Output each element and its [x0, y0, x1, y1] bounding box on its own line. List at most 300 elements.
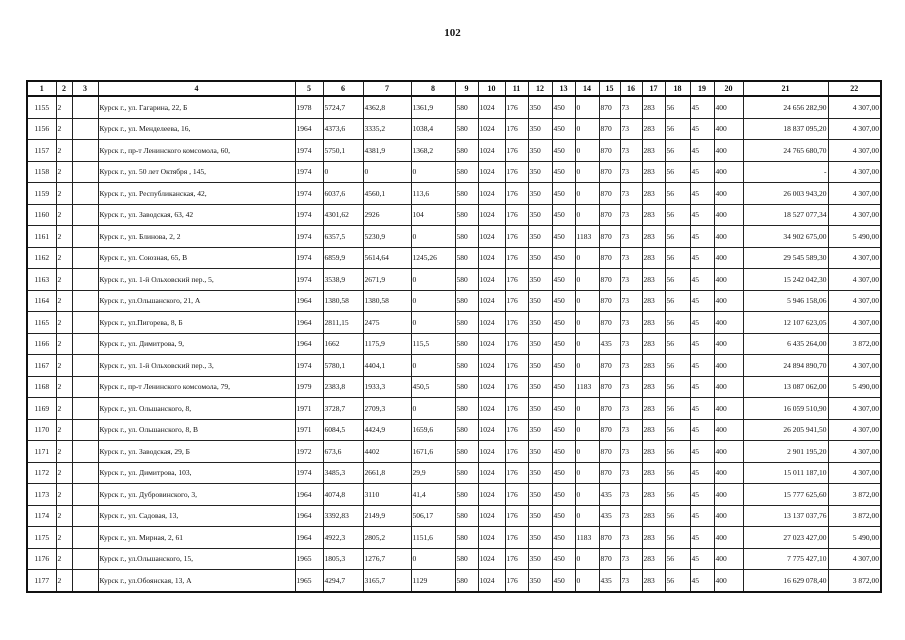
cell-col-17: 283 [642, 333, 665, 355]
table-row [27, 226, 881, 248]
cell-col-22: 3 872,00 [828, 505, 881, 527]
table-row [27, 183, 881, 205]
cell-col-7: 2475 [363, 312, 411, 334]
cell-col-11: 176 [505, 355, 528, 377]
cell-col-1: 1173 [27, 484, 56, 506]
cell-col-7: 1933,3 [363, 376, 411, 398]
cell-col-10: 1024 [478, 312, 505, 334]
cell-col-1: 1161 [27, 226, 56, 248]
cell-col-15: 870 [599, 441, 620, 463]
cell-col-21: 6 435 264,00 [743, 333, 828, 355]
cell-col-7: 3110 [363, 484, 411, 506]
cell-col-17: 283 [642, 419, 665, 441]
cell-col-4: Курск г., ул. Менделеева, 16, [98, 118, 295, 140]
cell-col-12: 350 [528, 570, 552, 592]
housing-register-table [26, 80, 882, 593]
cell-col-20: 400 [714, 462, 743, 484]
cell-col-17: 283 [642, 161, 665, 183]
cell-col-13: 450 [552, 484, 575, 506]
cell-col-16: 73 [620, 441, 642, 463]
cell-col-20: 400 [714, 505, 743, 527]
cell-col-17: 283 [642, 247, 665, 269]
cell-col-11: 176 [505, 484, 528, 506]
table-row [27, 118, 881, 140]
cell-col-14: 0 [575, 96, 599, 118]
cell-col-5: 1965 [295, 570, 323, 592]
cell-col-8: 104 [411, 204, 455, 226]
table-row [27, 548, 881, 570]
cell-col-4: Курск г., ул. Заводская, 63, 42 [98, 204, 295, 226]
cell-col-6: 1805,3 [323, 548, 363, 570]
cell-col-13: 450 [552, 312, 575, 334]
cell-col-6: 6859,9 [323, 247, 363, 269]
cell-col-22: 3 872,00 [828, 570, 881, 592]
cell-col-22: 4 307,00 [828, 548, 881, 570]
cell-col-8: 0 [411, 290, 455, 312]
cell-col-19: 45 [690, 462, 714, 484]
cell-col-19: 45 [690, 527, 714, 549]
cell-col-3 [72, 161, 98, 183]
cell-col-22: 5 490,00 [828, 376, 881, 398]
cell-col-16: 73 [620, 269, 642, 291]
cell-col-17: 283 [642, 96, 665, 118]
cell-col-17: 283 [642, 441, 665, 463]
cell-col-21: 16 059 510,90 [743, 398, 828, 420]
cell-col-8: 1245,26 [411, 247, 455, 269]
cell-col-4: Курск г., ул. Ольшанского, 8, [98, 398, 295, 420]
cell-col-22: 4 307,00 [828, 183, 881, 205]
cell-col-9: 580 [455, 548, 478, 570]
cell-col-2: 2 [56, 269, 72, 291]
table-row [27, 376, 881, 398]
cell-col-19: 45 [690, 269, 714, 291]
cell-col-18: 56 [665, 183, 690, 205]
cell-col-17: 283 [642, 140, 665, 162]
cell-col-4: Курск г., пр-т Ленинского комсомола, 60, [98, 140, 295, 162]
cell-col-7: 4424,9 [363, 419, 411, 441]
cell-col-13: 450 [552, 96, 575, 118]
cell-col-14: 0 [575, 398, 599, 420]
cell-col-22: 3 872,00 [828, 333, 881, 355]
cell-col-5: 1974 [295, 226, 323, 248]
column-header-16: 16 [620, 81, 642, 96]
cell-col-14: 1183 [575, 226, 599, 248]
cell-col-1: 1177 [27, 570, 56, 592]
cell-col-15: 435 [599, 484, 620, 506]
cell-col-19: 45 [690, 505, 714, 527]
cell-col-15: 870 [599, 269, 620, 291]
cell-col-6: 2811,15 [323, 312, 363, 334]
cell-col-2: 2 [56, 333, 72, 355]
cell-col-18: 56 [665, 398, 690, 420]
cell-col-15: 870 [599, 161, 620, 183]
cell-col-8: 113,6 [411, 183, 455, 205]
cell-col-12: 350 [528, 290, 552, 312]
cell-col-18: 56 [665, 419, 690, 441]
cell-col-19: 45 [690, 161, 714, 183]
cell-col-5: 1964 [295, 484, 323, 506]
cell-col-1: 1158 [27, 161, 56, 183]
cell-col-1: 1171 [27, 441, 56, 463]
cell-col-11: 176 [505, 333, 528, 355]
cell-col-7: 5614,64 [363, 247, 411, 269]
cell-col-15: 870 [599, 398, 620, 420]
cell-col-15: 870 [599, 376, 620, 398]
cell-col-5: 1964 [295, 312, 323, 334]
cell-col-2: 2 [56, 419, 72, 441]
cell-col-16: 73 [620, 570, 642, 592]
cell-col-15: 870 [599, 226, 620, 248]
cell-col-15: 870 [599, 204, 620, 226]
cell-col-19: 45 [690, 312, 714, 334]
cell-col-11: 176 [505, 204, 528, 226]
cell-col-10: 1024 [478, 505, 505, 527]
cell-col-3 [72, 118, 98, 140]
cell-col-8: 0 [411, 161, 455, 183]
cell-col-16: 73 [620, 333, 642, 355]
cell-col-7: 5230,9 [363, 226, 411, 248]
cell-col-1: 1176 [27, 548, 56, 570]
cell-col-5: 1971 [295, 398, 323, 420]
cell-col-22: 4 307,00 [828, 419, 881, 441]
cell-col-16: 73 [620, 376, 642, 398]
cell-col-6: 4301,62 [323, 204, 363, 226]
cell-col-10: 1024 [478, 269, 505, 291]
cell-col-12: 350 [528, 462, 552, 484]
cell-col-9: 580 [455, 484, 478, 506]
cell-col-10: 1024 [478, 204, 505, 226]
cell-col-4: Курск г., ул. Димитрова, 103, [98, 462, 295, 484]
cell-col-16: 73 [620, 527, 642, 549]
cell-col-8: 1368,2 [411, 140, 455, 162]
cell-col-22: 4 307,00 [828, 312, 881, 334]
cell-col-13: 450 [552, 570, 575, 592]
cell-col-8: 0 [411, 548, 455, 570]
cell-col-12: 350 [528, 527, 552, 549]
cell-col-12: 350 [528, 333, 552, 355]
cell-col-14: 0 [575, 505, 599, 527]
cell-col-10: 1024 [478, 290, 505, 312]
cell-col-14: 0 [575, 140, 599, 162]
cell-col-12: 350 [528, 376, 552, 398]
cell-col-16: 73 [620, 290, 642, 312]
cell-col-5: 1974 [295, 204, 323, 226]
cell-col-5: 1964 [295, 527, 323, 549]
cell-col-9: 580 [455, 527, 478, 549]
cell-col-21: 7 775 427,10 [743, 548, 828, 570]
cell-col-5: 1974 [295, 355, 323, 377]
cell-col-2: 2 [56, 290, 72, 312]
cell-col-6: 3728,7 [323, 398, 363, 420]
cell-col-14: 0 [575, 183, 599, 205]
cell-col-10: 1024 [478, 161, 505, 183]
cell-col-20: 400 [714, 161, 743, 183]
cell-col-11: 176 [505, 376, 528, 398]
cell-col-10: 1024 [478, 355, 505, 377]
cell-col-22: 5 490,00 [828, 527, 881, 549]
table-row [27, 484, 881, 506]
cell-col-7: 4381,9 [363, 140, 411, 162]
cell-col-1: 1167 [27, 355, 56, 377]
cell-col-11: 176 [505, 312, 528, 334]
cell-col-3 [72, 140, 98, 162]
cell-col-11: 176 [505, 183, 528, 205]
cell-col-6: 5780,1 [323, 355, 363, 377]
cell-col-16: 73 [620, 96, 642, 118]
cell-col-16: 73 [620, 161, 642, 183]
column-header-18: 18 [665, 81, 690, 96]
cell-col-6: 3538,9 [323, 269, 363, 291]
cell-col-18: 56 [665, 355, 690, 377]
cell-col-6: 0 [323, 161, 363, 183]
table-row [27, 140, 881, 162]
table-row [27, 161, 881, 183]
cell-col-13: 450 [552, 441, 575, 463]
cell-col-13: 450 [552, 140, 575, 162]
cell-col-2: 2 [56, 247, 72, 269]
cell-col-2: 2 [56, 462, 72, 484]
cell-col-3 [72, 226, 98, 248]
cell-col-18: 56 [665, 226, 690, 248]
cell-col-3 [72, 355, 98, 377]
cell-col-6: 1662 [323, 333, 363, 355]
cell-col-16: 73 [620, 398, 642, 420]
cell-col-9: 580 [455, 269, 478, 291]
column-header-14: 14 [575, 81, 599, 96]
cell-col-8: 450,5 [411, 376, 455, 398]
cell-col-18: 56 [665, 140, 690, 162]
cell-col-11: 176 [505, 398, 528, 420]
cell-col-16: 73 [620, 419, 642, 441]
cell-col-13: 450 [552, 376, 575, 398]
cell-col-9: 580 [455, 226, 478, 248]
cell-col-12: 350 [528, 269, 552, 291]
cell-col-6: 6037,6 [323, 183, 363, 205]
table-row [27, 527, 881, 549]
cell-col-9: 580 [455, 333, 478, 355]
cell-col-9: 580 [455, 204, 478, 226]
cell-col-20: 400 [714, 183, 743, 205]
cell-col-22: 4 307,00 [828, 247, 881, 269]
cell-col-12: 350 [528, 441, 552, 463]
table-row [27, 570, 881, 592]
table-row [27, 419, 881, 441]
cell-col-15: 870 [599, 118, 620, 140]
cell-col-12: 350 [528, 140, 552, 162]
cell-col-9: 580 [455, 118, 478, 140]
cell-col-12: 350 [528, 118, 552, 140]
cell-col-16: 73 [620, 226, 642, 248]
cell-col-18: 56 [665, 118, 690, 140]
cell-col-20: 400 [714, 312, 743, 334]
cell-col-1: 1156 [27, 118, 56, 140]
cell-col-11: 176 [505, 548, 528, 570]
cell-col-12: 350 [528, 484, 552, 506]
cell-col-10: 1024 [478, 333, 505, 355]
cell-col-13: 450 [552, 419, 575, 441]
cell-col-21: 24 765 680,70 [743, 140, 828, 162]
cell-col-3 [72, 548, 98, 570]
cell-col-17: 283 [642, 183, 665, 205]
cell-col-6: 5750,1 [323, 140, 363, 162]
cell-col-21: 18 837 095,20 [743, 118, 828, 140]
cell-col-14: 0 [575, 333, 599, 355]
cell-col-21: 24 656 282,90 [743, 96, 828, 118]
cell-col-6: 4074,8 [323, 484, 363, 506]
cell-col-19: 45 [690, 355, 714, 377]
cell-col-19: 45 [690, 441, 714, 463]
cell-col-2: 2 [56, 355, 72, 377]
cell-col-10: 1024 [478, 398, 505, 420]
cell-col-12: 350 [528, 96, 552, 118]
table-row [27, 398, 881, 420]
cell-col-19: 45 [690, 570, 714, 592]
cell-col-4: Курск г., ул.Ольшанского, 15, [98, 548, 295, 570]
cell-col-5: 1971 [295, 419, 323, 441]
cell-col-13: 450 [552, 527, 575, 549]
cell-col-16: 73 [620, 140, 642, 162]
cell-col-10: 1024 [478, 96, 505, 118]
cell-col-8: 1151,6 [411, 527, 455, 549]
cell-col-21: 15 242 042,30 [743, 269, 828, 291]
cell-col-11: 176 [505, 290, 528, 312]
cell-col-8: 1659,6 [411, 419, 455, 441]
cell-col-2: 2 [56, 398, 72, 420]
cell-col-4: Курск г., ул. Гагарина, 22, Б [98, 96, 295, 118]
cell-col-20: 400 [714, 140, 743, 162]
column-header-10: 10 [478, 81, 505, 96]
cell-col-17: 283 [642, 376, 665, 398]
column-header-17: 17 [642, 81, 665, 96]
cell-col-10: 1024 [478, 527, 505, 549]
cell-col-8: 1361,9 [411, 96, 455, 118]
cell-col-3 [72, 247, 98, 269]
cell-col-4: Курск г., ул.Пигорева, 8, Б [98, 312, 295, 334]
cell-col-14: 0 [575, 570, 599, 592]
cell-col-2: 2 [56, 161, 72, 183]
cell-col-10: 1024 [478, 441, 505, 463]
cell-col-13: 450 [552, 355, 575, 377]
cell-col-1: 1165 [27, 312, 56, 334]
cell-col-21: 12 107 623,05 [743, 312, 828, 334]
cell-col-6: 2383,8 [323, 376, 363, 398]
cell-col-6: 3392,83 [323, 505, 363, 527]
column-header-20: 20 [714, 81, 743, 96]
cell-col-15: 435 [599, 333, 620, 355]
cell-col-15: 870 [599, 96, 620, 118]
cell-col-20: 400 [714, 376, 743, 398]
cell-col-7: 1380,58 [363, 290, 411, 312]
table-row [27, 290, 881, 312]
cell-col-9: 580 [455, 140, 478, 162]
cell-col-4: Курск г., ул. 50 лет Октября , 145, [98, 161, 295, 183]
page-number: 102 [444, 27, 461, 39]
cell-col-20: 400 [714, 548, 743, 570]
cell-col-17: 283 [642, 548, 665, 570]
cell-col-16: 73 [620, 118, 642, 140]
cell-col-10: 1024 [478, 118, 505, 140]
cell-col-9: 580 [455, 505, 478, 527]
cell-col-13: 450 [552, 226, 575, 248]
cell-col-4: Курск г., ул. 1-й Ольховский пер., 3, [98, 355, 295, 377]
cell-col-18: 56 [665, 312, 690, 334]
cell-col-21: 26 003 943,20 [743, 183, 828, 205]
cell-col-18: 56 [665, 570, 690, 592]
cell-col-6: 5724,7 [323, 96, 363, 118]
cell-col-11: 176 [505, 269, 528, 291]
cell-col-8: 0 [411, 269, 455, 291]
cell-col-11: 176 [505, 96, 528, 118]
cell-col-15: 870 [599, 312, 620, 334]
cell-col-11: 176 [505, 527, 528, 549]
cell-col-16: 73 [620, 183, 642, 205]
cell-col-1: 1166 [27, 333, 56, 355]
cell-col-15: 870 [599, 462, 620, 484]
cell-col-10: 1024 [478, 484, 505, 506]
cell-col-19: 45 [690, 183, 714, 205]
cell-col-14: 0 [575, 484, 599, 506]
column-header-2: 2 [56, 81, 72, 96]
cell-col-2: 2 [56, 312, 72, 334]
cell-col-12: 350 [528, 247, 552, 269]
cell-col-1: 1169 [27, 398, 56, 420]
cell-col-8: 0 [411, 355, 455, 377]
table-row [27, 355, 881, 377]
cell-col-20: 400 [714, 118, 743, 140]
cell-col-10: 1024 [478, 247, 505, 269]
cell-col-9: 580 [455, 376, 478, 398]
cell-col-14: 0 [575, 548, 599, 570]
cell-col-1: 1160 [27, 204, 56, 226]
cell-col-15: 870 [599, 247, 620, 269]
cell-col-13: 450 [552, 398, 575, 420]
column-header-11: 11 [505, 81, 528, 96]
cell-col-14: 1183 [575, 527, 599, 549]
cell-col-19: 45 [690, 290, 714, 312]
cell-col-11: 176 [505, 505, 528, 527]
cell-col-5: 1974 [295, 269, 323, 291]
cell-col-15: 870 [599, 290, 620, 312]
cell-col-9: 580 [455, 247, 478, 269]
cell-col-20: 400 [714, 527, 743, 549]
cell-col-1: 1155 [27, 96, 56, 118]
cell-col-13: 450 [552, 290, 575, 312]
cell-col-1: 1174 [27, 505, 56, 527]
column-header-13: 13 [552, 81, 575, 96]
cell-col-22: 4 307,00 [828, 462, 881, 484]
cell-col-10: 1024 [478, 462, 505, 484]
cell-col-22: 3 872,00 [828, 484, 881, 506]
cell-col-15: 870 [599, 548, 620, 570]
cell-col-14: 1183 [575, 376, 599, 398]
cell-col-12: 350 [528, 355, 552, 377]
cell-col-17: 283 [642, 290, 665, 312]
cell-col-7: 4560,1 [363, 183, 411, 205]
cell-col-18: 56 [665, 484, 690, 506]
cell-col-15: 870 [599, 183, 620, 205]
cell-col-13: 450 [552, 247, 575, 269]
cell-col-14: 0 [575, 355, 599, 377]
cell-col-9: 580 [455, 355, 478, 377]
cell-col-14: 0 [575, 204, 599, 226]
cell-col-22: 4 307,00 [828, 269, 881, 291]
cell-col-7: 2805,2 [363, 527, 411, 549]
cell-col-2: 2 [56, 226, 72, 248]
cell-col-18: 56 [665, 333, 690, 355]
cell-col-5: 1964 [295, 333, 323, 355]
cell-col-9: 580 [455, 462, 478, 484]
cell-col-20: 400 [714, 226, 743, 248]
